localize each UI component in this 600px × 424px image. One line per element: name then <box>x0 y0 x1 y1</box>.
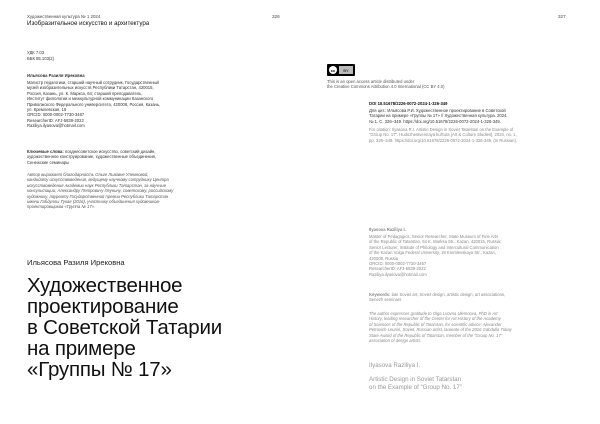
title-line: Художественное <box>27 274 183 297</box>
ack-line: искусствоведения Академии наук Республики Татарстан, за научные <box>27 182 167 188</box>
keywords-en <box>369 292 505 303</box>
ack-line: The author expresses gratitude to Olga Lvovna Ulemnova, PhD in Art <box>369 311 498 316</box>
citation-line[interactable]: № 1. С. 326–349. https://doi.org/10.51678/2226-0072-2024-1-326-349. <box>369 118 501 124</box>
cc-icon: cc <box>330 67 336 73</box>
keywords-text: late Soviet art, Soviet design, artistic design, art associations, <box>390 292 506 297</box>
article-title <box>27 275 222 380</box>
keywords-text: художественное конструирование, художественные объединения, <box>27 154 157 160</box>
keywords-text: Senezh seminars <box>369 297 402 303</box>
title-line: в Советской Татарии <box>27 316 222 339</box>
ack-line: Petrovich Leunin, Soviet, Russian artist, laureate of the 2016 Gabdulla Tukay <box>369 327 512 333</box>
acknowledgement-en <box>369 311 512 343</box>
citation-line: Для цит.: Ильясова Р.И. Художественное проектирование в Советской <box>369 108 506 113</box>
ack-line: консультации; Александру Петровичу Леунину, советскому, российскому <box>27 188 174 194</box>
affiliation-line: Приволжского Федерального университета, 420008, Россия, Казань, <box>27 101 161 107</box>
ack-line: State Award of the Republic of Tatarstan, member of the “Group No. 17” <box>369 332 503 338</box>
affiliation-line: Магистр педагогики, старший научный сотрудник, Государственный <box>27 80 159 85</box>
title-line: Artistic Design in Soviet Tatarstan <box>369 376 462 383</box>
affiliation-en <box>369 234 501 277</box>
ack-line: художнику, лауреату Государственной премии Республики Татарстан <box>27 193 169 199</box>
affiliation-line: Институт филологии и межкультурной коммуникации Казанского <box>27 96 154 102</box>
affiliation-line: Россия, Казань, ул. К. Маркса, 64; старший преподаватель, <box>27 90 143 96</box>
affiliation-ru <box>27 80 160 129</box>
acknowledgement-ru <box>27 172 173 210</box>
citation-line[interactable]: pp. 326–349. https://doi.org/10.51678/2226-0072-2024-1-326-349. (In Russian). <box>369 137 518 143</box>
email[interactable]: Raziliya.ilyasova@hotmail.com <box>369 271 427 277</box>
affiliation-line: ул. Кремлевская, 18 <box>27 107 67 113</box>
license-line: the Creative Commons Attribution 4.0 International (CC BY 4.0) <box>327 84 445 90</box>
citation-ru <box>369 108 508 124</box>
researcher-id: ResearcherID: AFJ-5839-2022 <box>369 266 426 272</box>
citation-en <box>369 127 517 143</box>
ack-line: History, leading researcher of the Center for Art History of the Academy <box>369 316 501 322</box>
citation-line: “Group No. 17”. Hudozhestvennaya kul'tura [Art & Culture Studies], 2024, no. 1, <box>369 132 517 138</box>
by-icon: BY <box>339 66 353 74</box>
affiliation-line: музей изобразительных искусств Республики Татарстан, 420015, <box>27 85 154 91</box>
keywords-ru <box>27 149 156 165</box>
udk-code: УДК 7.03 <box>27 50 45 55</box>
title-line: на примере <box>27 337 136 360</box>
article-author: Ильясова Разиля Ирековна <box>27 258 125 267</box>
en-author: Ilyasova Raziliya I. <box>369 362 421 369</box>
ack-line: association of design artists. <box>369 338 422 344</box>
keywords-text: позднесоветское искусство, советский дизайн, <box>63 149 156 154</box>
title-line: «Группы № 17» <box>27 358 172 381</box>
en-title <box>369 376 462 391</box>
researcher-id: ResearcherID: AFJ-5839-2022 <box>27 117 84 123</box>
title-line: проектирование <box>27 295 179 318</box>
bbk-code: ББК 85.103(2) <box>27 56 55 61</box>
license-line: This is an open access article distributed under <box>327 79 415 84</box>
title-line: on the Example of “Group No. 17” <box>369 383 462 391</box>
keywords-text: Сенежские семинары <box>27 159 70 165</box>
orcid: ORCID: 0000-0002-7730-3467 <box>369 261 427 267</box>
doi[interactable]: DOI 10.51678/2226-0072-2024-1-326-349 <box>369 101 448 106</box>
keywords-label: Keywords: <box>369 292 391 297</box>
page-number-left: 326 <box>272 14 280 19</box>
section-header: Изобразительное искусство и архитектура <box>27 20 150 27</box>
page-number-right: 327 <box>558 14 566 19</box>
license-text <box>327 79 444 90</box>
author-name-ru: Ильясова Разиля Ирековна <box>27 73 85 78</box>
ack-line: имени Габдуллы Тукая (2016), участнику объединения художников- <box>27 199 161 205</box>
affiliation-line: 420008, Russia <box>369 255 399 261</box>
author-name-en: Ilyasova Raziliya I. <box>369 227 406 232</box>
ack-line: кандидату искусствоведения, ведущему научному сотруднику Центра <box>27 177 169 183</box>
affiliation-line: of the Republic of Tatarstan, 64 K. Marksa Str., Kazan, 420015, Russia; <box>369 239 502 245</box>
ack-line: Автор выражает благодарность Ольге Львовне Улемновой, <box>27 172 149 177</box>
ack-line: проектировщиков «Группа № 17». <box>27 204 96 210</box>
affiliation-line: of the Kazan Volga Federal University, 18 Kremlevskaya Str., Kazan, <box>369 250 497 256</box>
cc-by-license-icon[interactable] <box>327 64 355 76</box>
affiliation-line: Senior Lecturer, Institute of Philology and Intercultural Communication <box>369 244 499 250</box>
orcid: ORCID: 0000-0002-7730-3467 <box>27 112 85 118</box>
email[interactable]: Raziliya.ilyasova@hotmail.com <box>27 123 85 129</box>
affiliation-line: Master of Pedagogics, Senior Researcher, State Museum of Fine Arts <box>369 234 499 239</box>
keywords-label: Ключевые слова: <box>27 149 64 154</box>
citation-line: Татарии на примере «Группы № 17» // Художественная культура. 2024. <box>369 113 508 119</box>
ack-line: of Sciences of the Republic of Tatarstan, for scientific advice; Alexander <box>369 321 502 327</box>
citation-line: For citation: Ilyasova R.I. Artistic Design in Soviet Tatarstan on the Example of <box>369 127 514 132</box>
journal-header: Художественная культура № 1 2024 <box>27 14 101 19</box>
